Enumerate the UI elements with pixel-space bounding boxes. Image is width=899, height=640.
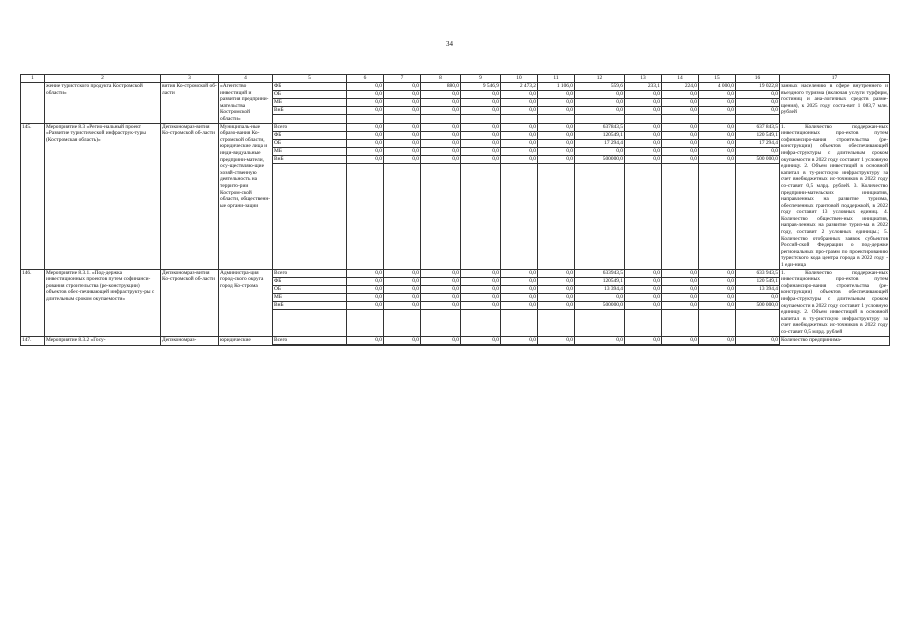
value-cell: 233,1 <box>625 83 662 91</box>
header-cell: 6 <box>347 75 384 83</box>
source-label: ФБ <box>273 277 347 285</box>
value-cell: 0,0 <box>575 91 625 99</box>
value-cell: 120 549,1 <box>736 277 780 285</box>
source-label: Всего <box>273 269 347 277</box>
empty-cell <box>538 344 575 345</box>
value-cell: 0,0 <box>421 147 461 155</box>
header-row <box>21 75 890 83</box>
table-body <box>21 75 890 346</box>
empty-cell <box>662 163 699 269</box>
header-cell: 14 <box>662 75 699 83</box>
value-cell: 0,0 <box>461 91 501 99</box>
value-cell: 0,0 <box>347 336 384 344</box>
empty-cell <box>625 163 662 269</box>
empty-cell <box>625 344 662 345</box>
value-cell: 0,0 <box>461 277 501 285</box>
value-cell: 0,0 <box>699 155 736 163</box>
value-cell: 0,0 <box>538 139 575 147</box>
value-cell: 0,0 <box>625 269 662 277</box>
value-cell: 0,0 <box>662 91 699 99</box>
source-label: ОБ <box>273 285 347 293</box>
value-cell: 0,0 <box>625 139 662 147</box>
value-cell: 0,0 <box>384 123 421 131</box>
value-cell: 0,0 <box>501 293 538 301</box>
header-cell: 1 <box>21 75 45 83</box>
value-cell: 0,0 <box>461 155 501 163</box>
value-cell: 0,0 <box>501 107 538 115</box>
row-partner: Муниципаль-ные образо-вания Ко-стромской области, юридические лица и инди-видуальные предприни-матели, осу-ществляю-щие хозяй-ственную деятельность на террито-рии Костром-ской области, общественн-ые органи-зации <box>219 123 273 269</box>
source-label: ВнБ <box>273 107 347 115</box>
value-cell: 4 000,0 <box>699 83 736 91</box>
value-cell: 0,0 <box>538 301 575 309</box>
value-cell: 0,0 <box>421 99 461 107</box>
value-cell: 0,0 <box>421 285 461 293</box>
empty-cell <box>662 115 699 124</box>
row-num: 145. <box>21 123 45 269</box>
empty-cell <box>538 115 575 124</box>
source-label: ОБ <box>273 91 347 99</box>
value-cell: 0,0 <box>384 83 421 91</box>
value-cell: 0,0 <box>662 277 699 285</box>
value-cell: 0,0 <box>538 336 575 344</box>
value-cell: 0,0 <box>421 155 461 163</box>
value-cell: 0,0 <box>461 293 501 301</box>
value-cell: 0,0 <box>736 107 780 115</box>
row-exec: Депэкономраз-вития Ко-стромской об-ласти <box>161 269 219 336</box>
value-cell: 0,0 <box>461 99 501 107</box>
value-cell: 0,0 <box>538 91 575 99</box>
empty-cell <box>625 309 662 336</box>
value-cell: 17 294,4 <box>736 139 780 147</box>
value-cell: 0,0 <box>625 336 662 344</box>
value-cell: 0,0 <box>662 155 699 163</box>
value-cell: 0,0 <box>384 301 421 309</box>
row-result: 1. Количество поддержан-ных инвестиционных про-ектов путем софинансиро-вания строительства (ре-конструкции) объектов обеспечивающей инфра-структуры с длительным сроком окупаемости в 2022 году составит 1 условную единицу. 2. Объем инвестиций в основной капитал в ту-ристскую инфраструктуру за счет внебюджетных ис-точников в 2022 году со-ставит 0,5 млрд. рублей <box>781 269 888 335</box>
value-cell: 120549,1 <box>575 277 625 285</box>
value-cell: 0,0 <box>662 147 699 155</box>
value-cell: 0,0 <box>461 285 501 293</box>
value-cell: 0,0 <box>538 131 575 139</box>
value-cell: 0,0 <box>384 147 421 155</box>
value-cell: 0,0 <box>699 269 736 277</box>
value-cell: 0,0 <box>699 285 736 293</box>
row-partner: Администра-ция город-ского округа город Ко-строма <box>219 269 273 336</box>
empty-cell <box>501 344 538 345</box>
value-cell: 0,0 <box>699 131 736 139</box>
value-cell: 0,0 <box>421 293 461 301</box>
empty-cell <box>384 163 421 269</box>
value-cell: 0,0 <box>501 301 538 309</box>
value-cell: 0,0 <box>625 293 662 301</box>
value-cell: 0,0 <box>384 336 421 344</box>
budget-table <box>20 74 890 346</box>
empty-cell <box>699 163 736 269</box>
value-cell: 0,0 <box>625 301 662 309</box>
value-cell: 0,0 <box>501 123 538 131</box>
header-cell: 5 <box>273 75 347 83</box>
value-cell: 0,0 <box>347 139 384 147</box>
value-cell: 0,0 <box>538 285 575 293</box>
source-label: ФБ <box>273 83 347 91</box>
value-cell: 637843,5 <box>575 123 625 131</box>
source-label: ФБ <box>273 131 347 139</box>
value-cell: 0,0 <box>501 336 538 344</box>
empty-cell <box>347 344 384 345</box>
value-cell: 0,0 <box>384 91 421 99</box>
empty-cell <box>736 309 780 336</box>
empty-cell <box>501 115 538 124</box>
value-cell: 0,0 <box>384 277 421 285</box>
value-cell: 0,0 <box>421 139 461 147</box>
value-cell: 0,0 <box>384 269 421 277</box>
source-label: ОБ <box>273 139 347 147</box>
empty-cell <box>461 163 501 269</box>
value-cell: 0,0 <box>699 336 736 344</box>
value-cell: 0,0 <box>501 99 538 107</box>
row-name: Мероприятие 8.3.1. «Под-держка инвестиционных проектов путем софинанси-рования строительства (ре-конструкции) объектов обес-печивающей инфраструкту-ры с длительным сроком окупаемости» <box>45 269 161 336</box>
table-row <box>21 336 890 344</box>
value-cell: 0,0 <box>625 147 662 155</box>
value-cell: 633 943,5 <box>736 269 780 277</box>
value-cell: 880,0 <box>421 83 461 91</box>
value-cell: 0,0 <box>461 301 501 309</box>
empty-cell <box>736 115 780 124</box>
source-label: Всего <box>273 123 347 131</box>
value-cell: 0,0 <box>699 147 736 155</box>
value-cell: 0,0 <box>575 293 625 301</box>
value-cell: 0,0 <box>538 155 575 163</box>
empty-cell <box>421 309 461 336</box>
source-label: ВнБ <box>273 301 347 309</box>
empty-cell <box>575 115 625 124</box>
value-cell: 0,0 <box>501 277 538 285</box>
empty-cell <box>461 344 501 345</box>
value-cell: 0,0 <box>384 131 421 139</box>
table-row <box>21 123 890 131</box>
value-cell: 500 000,0 <box>736 155 780 163</box>
value-cell: 0,0 <box>384 285 421 293</box>
value-cell: 559,6 <box>575 83 625 91</box>
empty-cell <box>461 115 501 124</box>
row-partner: юридические <box>219 336 273 345</box>
header-cell: 10 <box>501 75 538 83</box>
empty-cell <box>538 163 575 269</box>
value-cell: 0,0 <box>347 99 384 107</box>
value-cell: 0,0 <box>347 269 384 277</box>
value-cell: 0,0 <box>736 293 780 301</box>
value-cell: 0,0 <box>384 139 421 147</box>
value-cell: 0,0 <box>501 269 538 277</box>
empty-cell <box>625 115 662 124</box>
value-cell: 0,0 <box>347 155 384 163</box>
value-cell: 0,0 <box>384 107 421 115</box>
empty-cell <box>736 344 780 345</box>
value-cell: 0,0 <box>347 83 384 91</box>
value-cell: 0,0 <box>538 269 575 277</box>
source-label: МБ <box>273 147 347 155</box>
empty-cell <box>699 309 736 336</box>
value-cell: 0,0 <box>662 269 699 277</box>
value-cell: 0,0 <box>575 147 625 155</box>
value-cell: 0,0 <box>421 91 461 99</box>
row-exec: вития Ко-стромской об-ласти <box>161 83 219 124</box>
empty-cell <box>501 163 538 269</box>
empty-cell <box>575 309 625 336</box>
value-cell: 0,0 <box>501 139 538 147</box>
value-cell: 0,0 <box>538 107 575 115</box>
row-partner: «Агентство инвестиций и развития предприни-мательства Костромской области» <box>219 83 273 124</box>
value-cell: 0,0 <box>662 285 699 293</box>
source-label: МБ <box>273 293 347 301</box>
header-cell: 4 <box>219 75 273 83</box>
value-cell: 13 394,4 <box>575 285 625 293</box>
value-cell: 500000,0 <box>575 301 625 309</box>
value-cell: 0,0 <box>699 91 736 99</box>
empty-cell <box>538 309 575 336</box>
empty-cell <box>421 163 461 269</box>
empty-cell <box>575 344 625 345</box>
header-cell: 13 <box>625 75 662 83</box>
value-cell: 0,0 <box>538 123 575 131</box>
empty-cell <box>273 344 347 345</box>
value-cell: 0,0 <box>736 91 780 99</box>
row-num <box>21 83 45 124</box>
value-cell: 0,0 <box>662 293 699 301</box>
value-cell: 0,0 <box>625 277 662 285</box>
value-cell: 0,0 <box>662 99 699 107</box>
value-cell: 0,0 <box>421 107 461 115</box>
empty-cell <box>384 115 421 124</box>
value-cell: 0,0 <box>662 131 699 139</box>
value-cell: 0,0 <box>501 91 538 99</box>
empty-cell <box>736 163 780 269</box>
value-cell: 0,0 <box>538 277 575 285</box>
value-cell: 0,0 <box>501 285 538 293</box>
row-result: 1. Количество поддержан-ных инвестиционных про-ектов путем софинансиро-вания строительства (ре-конструкции) объектов обеспечивающей инфра-структуры с длительным сроком окупаемости в 2022 году составит 1 условную единицу. 2. Объем инвестиций в основной капитал в ту-ристскую инфраструктуру за счет внебюджетных ис-точников в 2022 году со-ставит 0,5 млрд. рублей. 3. Количество предприни-мательских инициатив, направленных на развитие туризма, обеспеченных грантовой поддержкой, в 2022 году составит 13 условных единиц. 4. Количество обществен-ных инициатив, направ-ленных на развитие туриз-ма в 2022 году, составит 2 условных единицы.; 5. Количество отобранных заявок субъектов Россий-ской Федерации о под-держке региональных про-грамм по проектированию туристского кода центра города в 2022 году - 1 еди-ница <box>781 123 888 269</box>
value-cell: 0,0 <box>421 277 461 285</box>
page-number: 34 <box>446 40 453 48</box>
value-cell: 0,0 <box>625 99 662 107</box>
value-cell: 0,0 <box>625 155 662 163</box>
value-cell: 1 106,0 <box>538 83 575 91</box>
value-cell: 0,0 <box>538 147 575 155</box>
value-cell: 0,0 <box>461 131 501 139</box>
value-cell: 0,0 <box>347 285 384 293</box>
source-label: ВнБ <box>273 155 347 163</box>
source-label: МБ <box>273 99 347 107</box>
value-cell: 0,0 <box>501 147 538 155</box>
value-cell: 120549,1 <box>575 131 625 139</box>
value-cell: 0,0 <box>699 99 736 107</box>
value-cell: 0,0 <box>662 107 699 115</box>
table-row <box>21 269 890 277</box>
value-cell: 0,0 <box>575 336 625 344</box>
source-label: Всего <box>273 336 347 344</box>
value-cell: 0,0 <box>347 293 384 301</box>
value-cell: 637 843,5 <box>736 123 780 131</box>
value-cell: 0,0 <box>421 336 461 344</box>
value-cell: 17 294,4 <box>575 139 625 147</box>
value-cell: 0,0 <box>347 301 384 309</box>
value-cell: 0,0 <box>347 147 384 155</box>
value-cell: 0,0 <box>736 99 780 107</box>
value-cell: 0,0 <box>699 139 736 147</box>
row-name: Мероприятие 8.3 «Регио-нальный проект «Развитие туристической инфраструк-туры (Костромская область)» <box>45 123 161 269</box>
empty-cell <box>662 309 699 336</box>
value-cell: 0,0 <box>501 155 538 163</box>
value-cell: 0,0 <box>347 107 384 115</box>
empty-cell <box>575 163 625 269</box>
value-cell: 0,0 <box>538 293 575 301</box>
value-cell: 0,0 <box>421 123 461 131</box>
value-cell: 0,0 <box>384 155 421 163</box>
value-cell: 0,0 <box>662 336 699 344</box>
empty-cell <box>347 163 384 269</box>
value-cell: 0,0 <box>575 99 625 107</box>
row-num: 146. <box>21 269 45 336</box>
value-cell: 0,0 <box>736 147 780 155</box>
value-cell: 0,0 <box>421 301 461 309</box>
value-cell: 0,0 <box>461 139 501 147</box>
value-cell: 0,0 <box>662 123 699 131</box>
row-exec: Депэкономраз- <box>161 336 219 345</box>
value-cell: 0,0 <box>538 99 575 107</box>
value-cell: 0,0 <box>501 131 538 139</box>
row-num: 147. <box>21 336 45 345</box>
empty-cell <box>384 344 421 345</box>
empty-cell <box>699 115 736 124</box>
header-cell: 2 <box>45 75 161 83</box>
value-cell: 2 473,2 <box>501 83 538 91</box>
value-cell: 0,0 <box>625 107 662 115</box>
empty-cell <box>347 309 384 336</box>
value-cell: 0,0 <box>347 123 384 131</box>
value-cell: 0,0 <box>699 301 736 309</box>
value-cell: 0,0 <box>461 107 501 115</box>
value-cell: 0,0 <box>662 301 699 309</box>
row-result: Количество предпринима- <box>780 336 890 345</box>
value-cell: 0,0 <box>625 91 662 99</box>
value-cell: 0,0 <box>347 131 384 139</box>
value-cell: 9 546,9 <box>461 83 501 91</box>
value-cell: 0,0 <box>461 336 501 344</box>
empty-cell <box>662 344 699 345</box>
header-cell: 3 <box>161 75 219 83</box>
value-cell: 0,0 <box>461 123 501 131</box>
value-cell: 0,0 <box>347 91 384 99</box>
row-result: занных населению в сфере внутреннего и въездного туризма (включая услуги турфирм, гостиниц и ана-логичных средств разме-щения), к 2025 году соста-вит 1 083,7 млн. рублей <box>780 83 890 124</box>
header-cell: 9 <box>461 75 501 83</box>
value-cell: 500000,0 <box>575 155 625 163</box>
value-cell: 0,0 <box>421 269 461 277</box>
value-cell: 0,0 <box>461 147 501 155</box>
value-cell: 0,0 <box>662 139 699 147</box>
value-cell: 0,0 <box>625 131 662 139</box>
header-cell: 11 <box>538 75 575 83</box>
value-cell: 0,0 <box>461 269 501 277</box>
header-cell: 12 <box>575 75 625 83</box>
empty-cell <box>461 309 501 336</box>
value-cell: 120 549,1 <box>736 131 780 139</box>
row-exec: Депэкономраз-вития Ко-стромской об-ласти <box>161 123 219 269</box>
value-cell: 0,0 <box>421 131 461 139</box>
empty-cell <box>273 163 347 269</box>
value-cell: 0,0 <box>699 107 736 115</box>
empty-cell <box>347 115 384 124</box>
value-cell: 500 000,0 <box>736 301 780 309</box>
empty-cell <box>384 309 421 336</box>
value-cell: 0,0 <box>384 293 421 301</box>
value-cell: 19 022,8 <box>736 83 780 91</box>
empty-cell <box>699 344 736 345</box>
header-cell: 15 <box>699 75 736 83</box>
value-cell: 0,0 <box>699 123 736 131</box>
value-cell: 633943,5 <box>575 269 625 277</box>
value-cell: 0,0 <box>736 336 780 344</box>
value-cell: 0,0 <box>625 285 662 293</box>
empty-cell <box>501 309 538 336</box>
value-cell: 0,0 <box>575 107 625 115</box>
header-cell: 7 <box>384 75 421 83</box>
header-cell: 16 <box>736 75 780 83</box>
empty-cell <box>421 115 461 124</box>
header-cell: 8 <box>421 75 461 83</box>
value-cell: 0,0 <box>699 293 736 301</box>
table-row <box>21 83 890 91</box>
empty-cell <box>421 344 461 345</box>
row-name: жение туристского продукта Костромской области» <box>45 83 161 124</box>
value-cell: 0,0 <box>625 123 662 131</box>
empty-cell <box>273 309 347 336</box>
value-cell: 13 394,4 <box>736 285 780 293</box>
empty-cell <box>273 115 347 124</box>
value-cell: 0,0 <box>699 277 736 285</box>
value-cell: 0,0 <box>347 277 384 285</box>
value-cell: 0,0 <box>384 99 421 107</box>
header-cell: 17 <box>780 75 890 83</box>
row-name: Мероприятие 8.3.2 «Госу- <box>45 336 161 345</box>
value-cell: 224,0 <box>662 83 699 91</box>
